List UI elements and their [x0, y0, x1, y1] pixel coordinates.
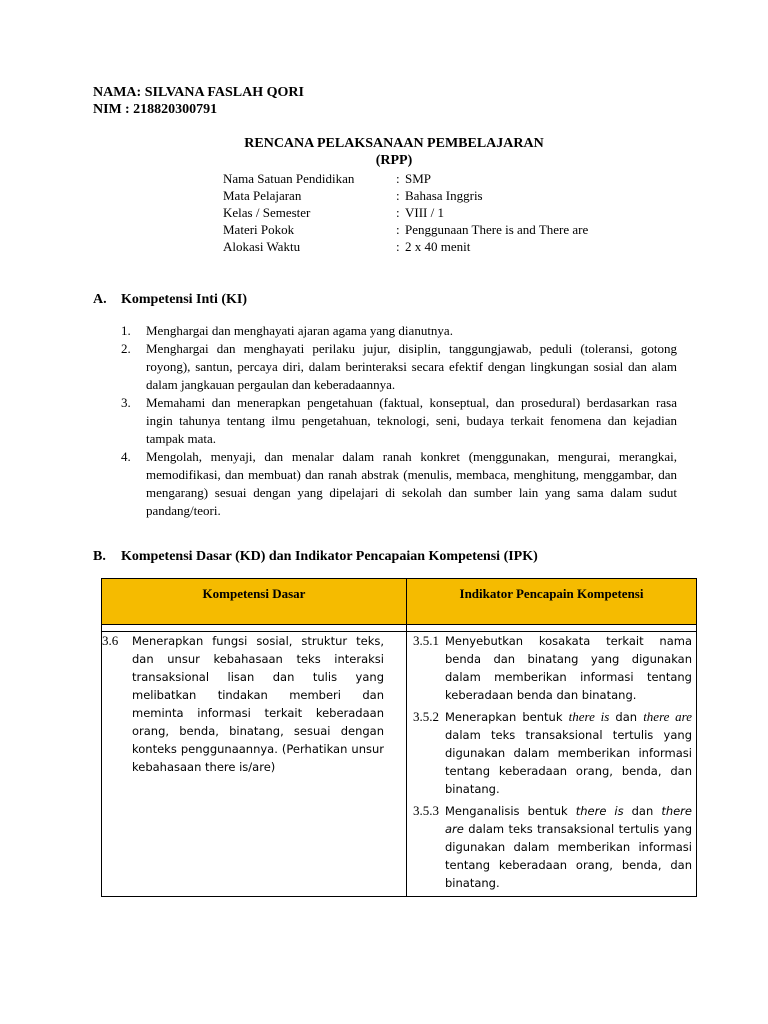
ipk-emphasis-there-are: there are	[445, 804, 692, 836]
section-title: Kompetensi Dasar (KD) dan Indikator Pencapaian Kompetensi (IPK)	[121, 549, 538, 564]
ipk-code: 3.5.3	[413, 803, 439, 818]
name-label: NAMA	[93, 85, 137, 100]
item-text: Mengolah, menyaji, dan menalar dalam ranah konkret (menggunakan, mengurai, merangkai, memodifikasi, dan membuat) dan ranah abstrak (menulis, membaca, menghitung, menggambar, dan mengarang) sesuai dengan yang dipelajari di sekolah dan sumber lain yang sama dalam sudut pandang/teori.	[146, 449, 677, 518]
column-header-kd: Kompetensi Dasar	[102, 579, 407, 625]
student-nim-line	[93, 101, 393, 119]
item-number: 1.	[121, 323, 131, 338]
item-text: Menghargai dan menghayati perilaku jujur, disiplin, tanggungjawab, peduli (toleransi, gotong royong), santun, percaya diri, dalam berinteraksi secara efektif dengan lingkungan sosial dan alam dalam jangkauan pergaulan dan keberadaannya.	[146, 341, 677, 392]
meta-colon: :	[396, 205, 400, 220]
meta-row-satuan	[223, 170, 643, 187]
meta-colon: :	[396, 222, 400, 237]
table-row	[102, 632, 697, 897]
meta-colon: :	[396, 171, 400, 186]
section-title: Kompetensi Inti (KI)	[121, 292, 247, 307]
nim-value: : 218820300791	[125, 102, 218, 117]
ipk-emphasis-there-is: there is	[568, 709, 610, 724]
ipk-text: Menyebutkan kosakata terkait nama benda dan binatang yang digunakan dalam memberikan informasi tentang keberadaan benda dan binatang.	[445, 634, 692, 702]
ki-list	[121, 322, 677, 520]
meta-key: Nama Satuan Pendidikan	[223, 171, 355, 186]
name-value: : SILVANA FASLAH QORI	[136, 85, 304, 100]
kd-code: 3.6	[102, 633, 119, 648]
meta-key: Materi Pokok	[223, 222, 295, 237]
kd-text: Menerapkan fungsi sosial, struktur teks, dan unsur kebahasaan teks interaksi transaksional lisan dan tulis yang melibatkan tindakan memberi dan meminta informasi terkait keberadaan orang, benda, binatang, sesuai dengan konteks penggunaannya. (Perhatikan unsur kebahasaan there is/are)	[132, 634, 384, 774]
meta-colon: :	[396, 239, 400, 254]
column-header-ipk: Indikator Pencapain Kompetensi	[407, 579, 697, 625]
kd-ipk-table	[101, 578, 697, 897]
ipk-text-mid: dan	[609, 710, 644, 724]
meta-value: SMP	[405, 171, 432, 186]
item-number: 3.	[121, 395, 131, 410]
ipk-emphasis-there-are: there are	[643, 709, 692, 724]
item-number: 4.	[121, 449, 131, 464]
ipk-code: 3.5.2	[413, 709, 439, 724]
item-text: Menghargai dan menghayati ajaran agama yang dianutnya.	[146, 323, 453, 338]
ipk-item	[407, 632, 692, 704]
ipk-text-pre: Menganalisis bentuk	[445, 804, 576, 818]
section-letter: B.	[93, 549, 106, 564]
meta-value: Penggunaan There is and There are	[405, 222, 589, 237]
meta-key: Mata Pelajaran	[223, 188, 302, 203]
student-name-line	[93, 84, 304, 102]
meta-row-materi	[223, 221, 643, 238]
meta-row-mapel	[223, 187, 643, 204]
meta-colon: :	[396, 188, 400, 203]
item-text: Memahami dan menerapkan pengetahuan (faktual, konseptual, dan prosedural) berdasarkan rasa ingin tahunya tentang ilmu pengetahuan, teknologi, seni, budaya terkait fenomena dan kejadian tampak mata.	[146, 395, 677, 446]
kd-cell	[102, 632, 407, 897]
list-item	[121, 322, 677, 340]
ipk-text-post: dalam teks transaksional tertulis yang digunakan dalam memberikan informasi tentang keberadaan orang, benda, dan binatang.	[445, 728, 692, 796]
meta-value: Bahasa Inggris	[405, 188, 483, 203]
meta-row-alokasi	[223, 238, 643, 255]
ipk-text-mid: dan	[623, 804, 662, 818]
meta-key: Kelas / Semester	[223, 205, 311, 220]
meta-key: Alokasi Waktu	[223, 239, 301, 254]
ipk-cell	[407, 632, 697, 897]
meta-value: 2 x 40 menit	[405, 239, 471, 254]
ipk-emphasis-there-is: there is	[575, 804, 624, 818]
nim-label: NIM	[93, 102, 122, 117]
list-item	[121, 394, 677, 448]
list-item	[121, 340, 677, 394]
ipk-item	[407, 802, 692, 892]
item-number: 2.	[121, 341, 131, 356]
ipk-code: 3.5.1	[413, 633, 439, 648]
list-item	[121, 448, 677, 520]
table-spacer-row	[102, 625, 697, 632]
table-header-row	[102, 579, 697, 625]
ipk-item	[407, 708, 692, 798]
document-subtitle: (RPP)	[375, 153, 413, 168]
document-title: RENCANA PELAKSANAAN PEMBELAJARAN	[244, 136, 544, 151]
section-letter: A.	[93, 292, 107, 307]
ipk-text-pre: Menerapkan bentuk	[445, 710, 569, 724]
meta-value: VIII / 1	[405, 205, 444, 220]
meta-row-kelas	[223, 204, 643, 221]
ipk-text-post: dalam teks transaksional tertulis yang digunakan dalam memberikan informasi tentang keberadaan orang, benda, dan binatang.	[445, 822, 692, 890]
